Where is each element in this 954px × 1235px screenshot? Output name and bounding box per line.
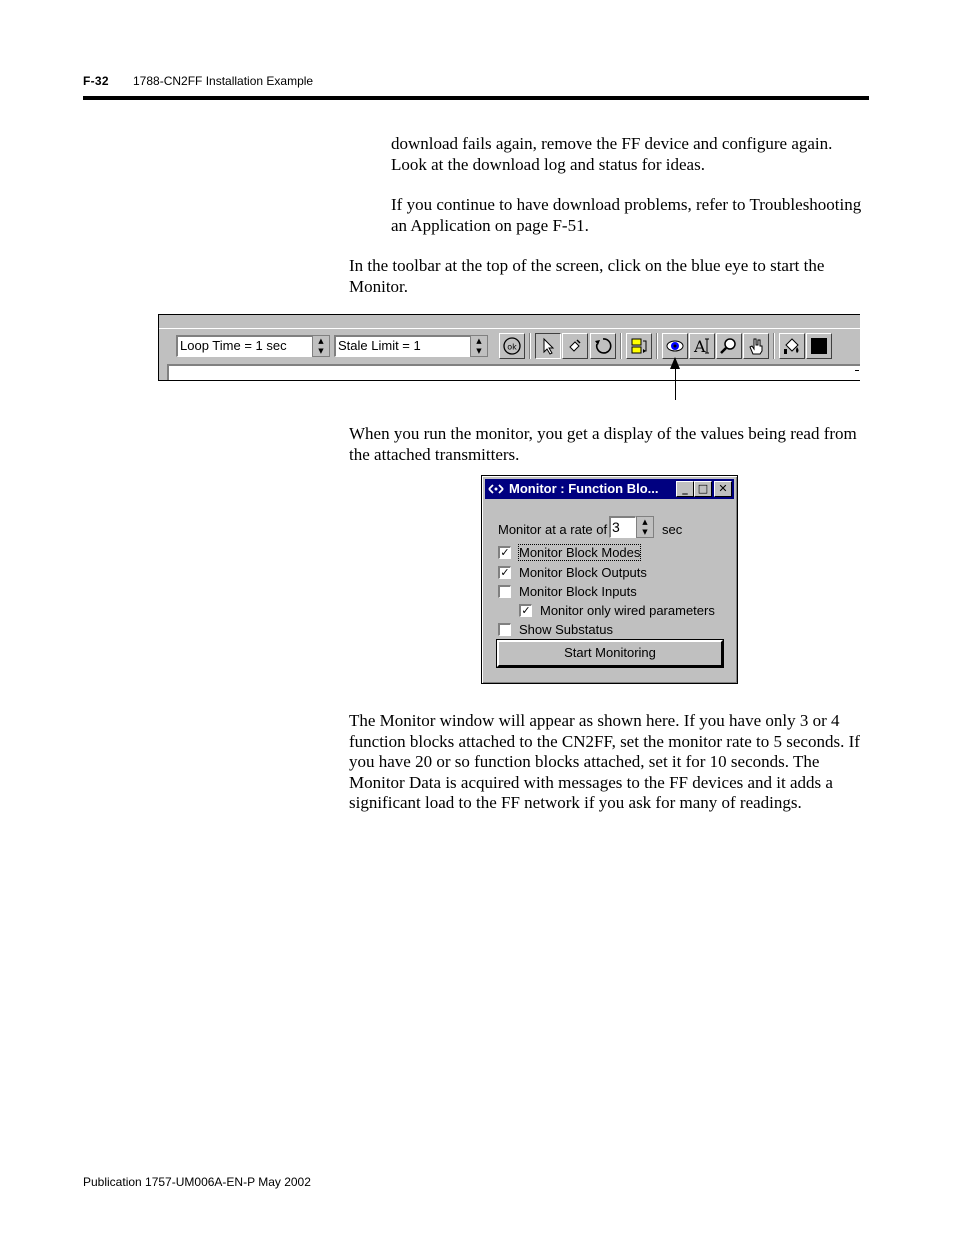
spin-down-icon[interactable]: ▼ (318, 347, 324, 355)
zoom-icon (719, 336, 739, 356)
paragraph-troubleshooting: If you continue to have download problems, refer to Troubleshooting an Application on page F-51. (391, 195, 862, 235)
svg-text:A: A (694, 337, 706, 356)
select-pointer-button[interactable] (535, 333, 561, 359)
minimize-icon: _ (682, 482, 688, 495)
ok-icon (502, 336, 522, 356)
monitor-block-inputs-label[interactable]: Monitor Block Inputs (519, 584, 637, 599)
monitor-dialog (481, 475, 738, 684)
check-icon: ✓ (500, 566, 510, 579)
download-icon (629, 336, 649, 356)
spin-up-icon[interactable]: ▲ (318, 337, 324, 345)
show-substatus-label[interactable]: Show Substatus (519, 622, 613, 637)
check-icon: ✓ (521, 604, 531, 617)
spin-down-icon[interactable]: ▼ (642, 528, 648, 536)
close-icon: ✕ (718, 482, 728, 495)
spin-up-icon[interactable]: ▲ (476, 337, 482, 345)
zoom-button[interactable] (716, 333, 742, 359)
workspace-edge-mark (855, 370, 859, 371)
eye-icon (665, 336, 685, 356)
stale-limit-spinner[interactable] (470, 335, 488, 357)
monitor-block-inputs-checkbox[interactable] (498, 585, 511, 598)
loop-icon (593, 336, 613, 356)
start-monitoring-button[interactable]: Start Monitoring (497, 640, 723, 667)
download-button[interactable] (626, 333, 652, 359)
rate-unit: sec (662, 522, 683, 537)
loop-time-spinner[interactable] (312, 335, 330, 357)
rate-label: Monitor at a rate of (498, 522, 608, 537)
wire-icon (565, 336, 585, 356)
ok-button[interactable] (499, 333, 525, 359)
page-number: F-32 (83, 74, 109, 88)
spin-down-icon[interactable]: ▼ (476, 347, 482, 355)
toolbar-separator (620, 333, 622, 359)
minimize-button[interactable] (676, 481, 694, 497)
paragraph-monitor-rate: The Monitor window will appear as shown here. If you have only 3 or 4 function blocks attached to the CN2FF, set the monitor rate to 5 seconds. If you have 20 or so function blocks attached, set it for 10 seconds. The Monitor Data is acquired with messages to the FF devices and it adds a significant load to the FF network if you ask for many of readings. (349, 711, 860, 812)
check-icon: ✓ (500, 546, 510, 559)
monitor-eye-button[interactable] (662, 333, 688, 359)
fill-icon (782, 336, 802, 356)
paragraph-download-fails: download fails again, remove the FF device and configure again. Look at the download log and status for ideas. (391, 134, 833, 174)
monitor-block-modes-label[interactable]: Monitor Block Modes (519, 545, 641, 560)
text-icon (692, 336, 712, 356)
svg-text:ok: ok (507, 342, 517, 352)
eye-icon (488, 483, 504, 495)
monitor-block-outputs-checkbox[interactable] (498, 566, 511, 579)
color-button[interactable] (806, 333, 832, 359)
toolbar-separator (529, 333, 531, 359)
wired-parameters-checkbox[interactable] (519, 604, 532, 617)
wired-parameters-label[interactable]: Monitor only wired parameters (540, 603, 715, 618)
hand-button[interactable] (743, 333, 769, 359)
monitor-block-modes-checkbox[interactable] (498, 546, 511, 559)
wire-tool-button[interactable] (562, 333, 588, 359)
fill-button[interactable] (779, 333, 805, 359)
text-tool-button[interactable] (689, 333, 715, 359)
maximize-button[interactable] (694, 481, 712, 497)
stale-limit-field[interactable]: Stale Limit = 1 (334, 335, 471, 357)
spin-up-icon[interactable]: ▲ (642, 518, 648, 526)
header-rule (83, 96, 869, 100)
rate-spinner[interactable] (636, 516, 654, 538)
close-button[interactable] (714, 481, 732, 497)
workspace-area (167, 364, 860, 381)
toolbar-screenshot (158, 314, 860, 381)
callout-arrow-line (675, 366, 676, 400)
dialog-title: Monitor : Function Blo... (509, 481, 659, 496)
pointer-icon (538, 336, 558, 356)
loop-tool-button[interactable] (590, 333, 616, 359)
rate-input[interactable]: 3 (609, 516, 636, 538)
toolbar-edge (159, 328, 860, 329)
monitor-block-outputs-label[interactable]: Monitor Block Outputs (519, 565, 647, 580)
footer-publication: Publication 1757-UM006A-EN-P May 2002 (83, 1175, 311, 1189)
hand-icon (746, 336, 766, 356)
maximize-icon: □ (697, 482, 709, 495)
dialog-title-bar[interactable] (485, 479, 734, 499)
section-title: 1788-CN2FF Installation Example (133, 74, 314, 88)
paragraph-monitor-run: When you run the monitor, you get a display of the values being read from the attached transmitters. (349, 424, 857, 464)
loop-time-field[interactable]: Loop Time = 1 sec (176, 335, 313, 357)
toolbar-separator (656, 333, 658, 359)
show-substatus-checkbox[interactable] (498, 623, 511, 636)
color-icon (809, 336, 829, 356)
paragraph-toolbar-instruction: In the toolbar at the top of the screen, click on the blue eye to start the Monitor. (349, 256, 825, 296)
toolbar-separator (773, 333, 775, 359)
